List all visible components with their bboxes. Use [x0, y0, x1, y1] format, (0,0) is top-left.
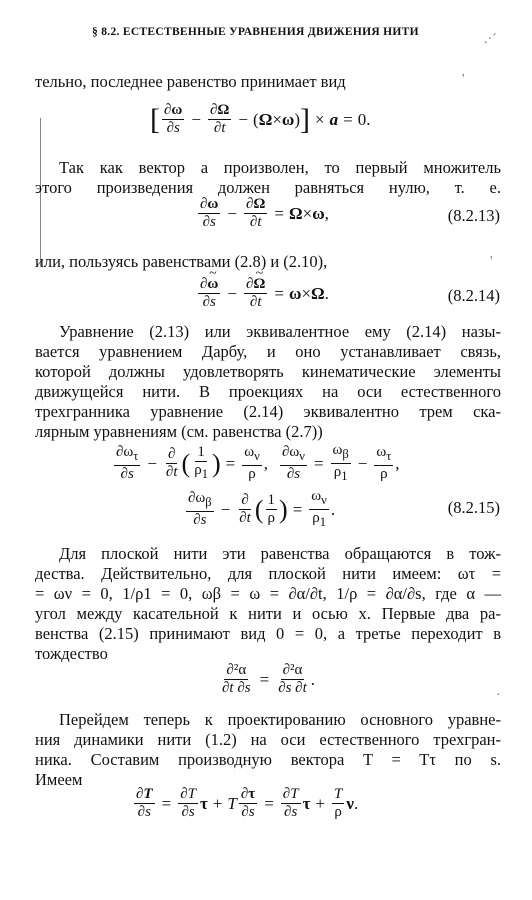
margin-mark: '	[462, 72, 465, 87]
text-line: угол между касательной к нити и осью x. Первые два ра-	[35, 604, 501, 623]
text-line: лярным уравнениям (см. равенства (2.7))	[35, 422, 323, 441]
text-line: ника. Составим производную вектора T = Tτ по s.	[35, 750, 501, 769]
equation-15a: $\frac{\partial\omega_\tau}{\partial s}$ − $\frac{\partial}{\partial t}$ ( $\frac{1}{\rho_1}$ ) = $\frac{\omega_\nu}{\rho}$ , $\frac{\partial\omega_\nu}{\partial s}$ = $\frac{\omega_\beta}{\rho_1}$ − $\frac{\omega_\tau}{\rho}$ ,	[116, 442, 400, 483]
page-header: § 8.2. ЕСТЕСТВЕННЫЕ УРАВНЕНИЯ ДВИЖЕНИЯ НИТИ	[92, 26, 419, 38]
equation-vector: [ $\frac{\partial\omega}{\partial s}$ − $\frac{\partial\Omega}{\partial t}$ − (Ω×ω) ] × a = 0.	[150, 102, 371, 136]
text-line: тельно, последнее равенство принимает вид	[35, 72, 346, 91]
equation-number: (8.2.15)	[447, 498, 500, 517]
text-line: = ων = 0, 1/ρ1 = 0, ωβ = ω = ∂α/∂t, 1/ρ = ∂α/∂s, где α —	[35, 584, 501, 603]
text-line: вается уравнением Дарбу, и оно устанавливает связь,	[35, 342, 501, 361]
equation-14: $\frac{\partial\sim \omega}{\partial s}$ − $\frac{\partial\sim \Omega}{\partial t}$ = ω×Ω.	[196, 276, 329, 311]
margin-mark: '	[490, 254, 493, 269]
text-line: венства (2.15) принимают вид 0 = 0, а третье переходит в	[35, 624, 501, 643]
text-line: Перейдем теперь к проектированию основного уравне-	[59, 710, 501, 729]
equation-15b: $\frac{\partial\omega_\beta}{\partial s}$ − $\frac{\partial}{\partial t}$ ( $\frac{1}{\rho}$ ) = $\frac{\omega_\nu}{\rho_1}$ .	[188, 488, 336, 529]
equation-13: $\frac{\partial\omega}{\partial s}$ − $\frac{\partial\Omega}{\partial t}$ = Ω×ω,	[200, 196, 329, 230]
text-line: Для плоской нити эти равенства обращаются в тож-	[59, 544, 501, 563]
text-line: Имеем	[35, 770, 83, 789]
equation-number: (8.2.14)	[447, 286, 500, 305]
text-line: Уравнение (2.13) или эквивалентное ему (2.14) назы-	[59, 322, 501, 341]
text-line: тождество	[35, 644, 108, 663]
text-line: ния динамики нити (1.2) на оси естественного трехгран-	[35, 730, 501, 749]
margin-mark: .·´	[484, 32, 497, 47]
text-line: Так как вектор a произволен, то первый множитель	[59, 158, 501, 177]
text-line: дества. Действительно, для плоской нити имеем: ωτ =	[35, 564, 501, 583]
text-line: которой должны удовлетворять кинематические элементы	[35, 362, 501, 381]
margin-mark: ·	[496, 688, 501, 703]
text-line: трехгранника уравнение (2.14) эквивалентно трем ска-	[35, 402, 501, 421]
text-line: этого произведения должен равняться нулю, т. е.	[35, 178, 501, 197]
equation-identity: $\frac{\text{∂²α}}{\partial t \partial s}$ = $\frac{\text{∂²α}}{\partial s \partial t}$ .	[222, 662, 316, 696]
equation-derivative: $\frac{\partial T}{\partial s}$ = $\frac{\partial T}{\partial s}$ τ + T $\frac{\partial\tau}{\partial s}$ = $\frac{\partial T}{\partial s}$ τ + $\frac{T}{\rho}$ ν .	[136, 786, 359, 820]
text-line: или, пользуясь равенствами (2.8) и (2.10),	[35, 252, 328, 271]
equation-number: (8.2.13)	[447, 206, 500, 225]
text-line: движущейся нити. В проекциях на оси естественного	[35, 382, 501, 401]
